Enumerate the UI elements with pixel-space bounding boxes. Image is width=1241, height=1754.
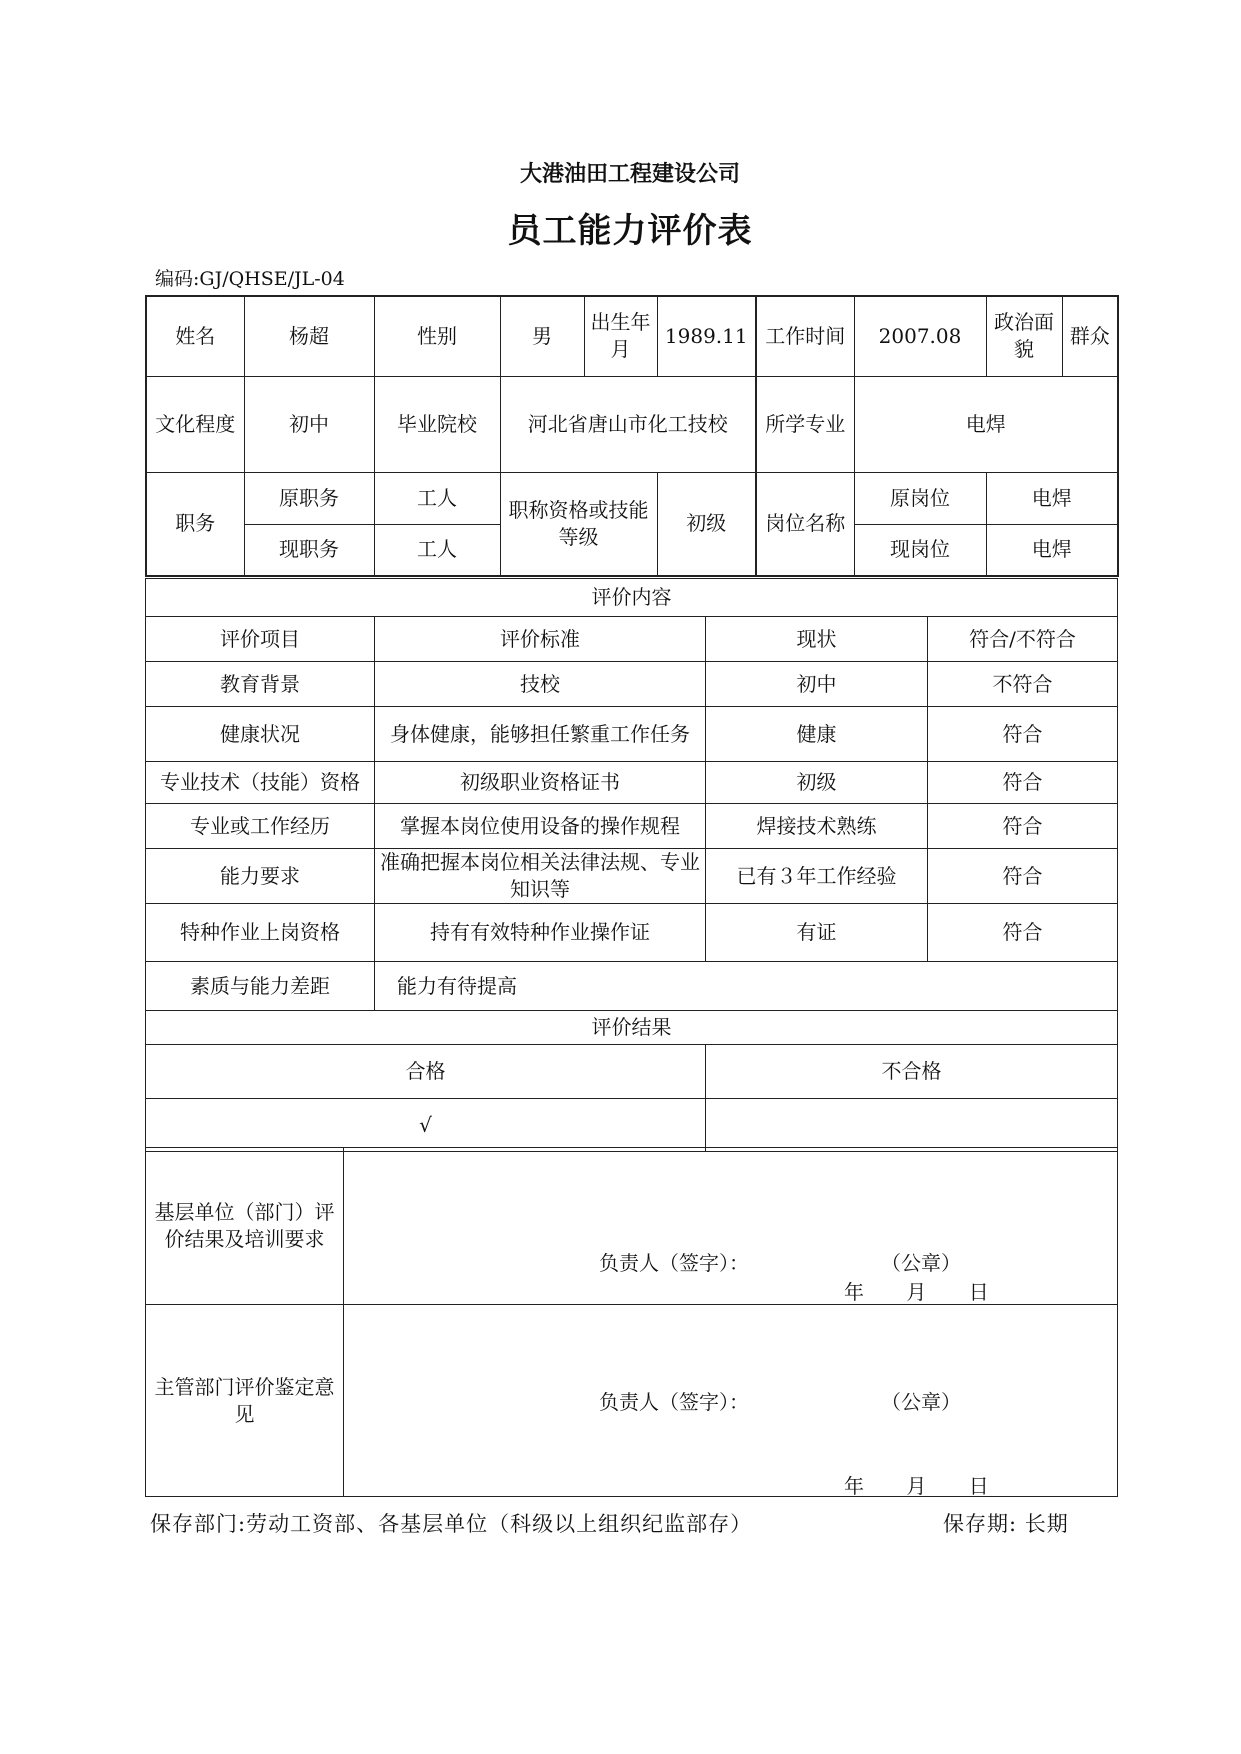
approval-table xyxy=(145,1147,1118,1497)
curr-duty-value: 工人 xyxy=(374,524,500,576)
eval-item: 健康状况 xyxy=(146,707,375,762)
col-header-status: 现状 xyxy=(706,617,928,662)
major-label: 所学专业 xyxy=(756,376,854,472)
eval-standard: 身体健康，能够担任繁重工作任务 xyxy=(375,707,706,762)
storage-department: 保存部门:劳动工资部、各基层单位（科级以上组织纪监部存） xyxy=(150,1512,753,1536)
fail-check-mark xyxy=(706,1099,1118,1152)
gender-value: 男 xyxy=(500,296,584,376)
dept-signature-area xyxy=(344,1305,1117,1496)
curr-duty-label: 现职务 xyxy=(244,524,374,576)
table-row xyxy=(146,849,1118,904)
political-value: 群众 xyxy=(1062,296,1118,376)
table-row xyxy=(146,662,1118,707)
pass-check-mark: √ xyxy=(146,1099,706,1152)
col-header-item: 评价项目 xyxy=(146,617,375,662)
gap-value: 能力有待提高 xyxy=(375,962,1118,1011)
education-value: 初中 xyxy=(244,376,374,472)
major-value: 电焊 xyxy=(854,376,1118,472)
school-value: 河北省唐山市化工技校 xyxy=(500,376,756,472)
eval-standard: 初级职业资格证书 xyxy=(375,762,706,804)
eval-result: 不符合 xyxy=(928,662,1118,707)
evaluation-section-title: 评价内容 xyxy=(146,579,1118,617)
title-level-value: 初级 xyxy=(657,472,756,576)
dept-date-label: 年 月 日 xyxy=(844,1474,989,1497)
eval-item: 专业或工作经历 xyxy=(146,804,375,849)
orig-post-label: 原岗位 xyxy=(854,472,986,524)
birth-label: 出生年月 xyxy=(584,296,657,376)
gender-label: 性别 xyxy=(374,296,500,376)
work-time-label: 工作时间 xyxy=(756,296,854,376)
orig-post-value: 电焊 xyxy=(986,472,1118,524)
fail-label: 不合格 xyxy=(706,1045,1118,1099)
col-header-standard: 评价标准 xyxy=(375,617,706,662)
eval-standard: 持有有效特种作业操作证 xyxy=(375,904,706,962)
table-row xyxy=(146,904,1118,962)
curr-post-value: 电焊 xyxy=(986,524,1118,576)
eval-status: 有证 xyxy=(706,904,928,962)
form-title: 员工能力评价表 xyxy=(507,211,753,251)
dept-evaluation-label: 主管部门评价鉴定意见 xyxy=(146,1305,344,1497)
eval-result: 符合 xyxy=(928,762,1118,804)
eval-standard: 技校 xyxy=(375,662,706,707)
form-code: 编码:GJ/QHSE/JL-04 xyxy=(155,268,345,290)
storage-period: 保存期: 长期 xyxy=(943,1512,1069,1536)
personal-info-table xyxy=(145,295,1119,577)
unit-signature-area xyxy=(344,1148,1117,1304)
eval-item: 特种作业上岗资格 xyxy=(146,904,375,962)
unit-signer-label: 负责人（签字）： xyxy=(599,1251,749,1275)
orig-duty-label: 原职务 xyxy=(244,472,374,524)
unit-date-label: 年 月 日 xyxy=(844,1280,989,1304)
pass-label: 合格 xyxy=(146,1045,706,1099)
eval-result: 符合 xyxy=(928,804,1118,849)
education-label: 文化程度 xyxy=(146,376,244,472)
eval-result: 符合 xyxy=(928,904,1118,962)
result-section-title: 评价结果 xyxy=(146,1011,1118,1045)
eval-status: 健康 xyxy=(706,707,928,762)
eval-standard: 准确把握本岗位相关法律法规、专业知识等 xyxy=(375,849,706,904)
unit-evaluation-label: 基层单位（部门）评价结果及培训要求 xyxy=(146,1148,344,1305)
title-level-label: 职称资格或技能等级 xyxy=(500,472,657,576)
name-label: 姓名 xyxy=(146,296,244,376)
curr-post-label: 现岗位 xyxy=(854,524,986,576)
work-time-value: 2007.08 xyxy=(854,296,986,376)
dept-signer-label: 负责人（签字）： xyxy=(599,1390,749,1414)
eval-item: 专业技术（技能）资格 xyxy=(146,762,375,804)
orig-duty-value: 工人 xyxy=(374,472,500,524)
post-label: 岗位名称 xyxy=(756,472,854,576)
eval-result: 符合 xyxy=(928,707,1118,762)
birth-value: 1989.11 xyxy=(657,296,756,376)
table-row xyxy=(146,762,1118,804)
company-name: 大港油田工程建设公司 xyxy=(519,161,740,187)
col-header-result: 符合/不符合 xyxy=(928,617,1118,662)
eval-result: 符合 xyxy=(928,849,1118,904)
unit-seal-label: （公章） xyxy=(881,1251,961,1275)
eval-standard: 掌握本岗位使用设备的操作规程 xyxy=(375,804,706,849)
political-label: 政治面貌 xyxy=(986,296,1062,376)
duty-label: 职务 xyxy=(146,472,244,576)
school-label: 毕业院校 xyxy=(374,376,500,472)
evaluation-table xyxy=(145,578,1118,1152)
eval-item: 能力要求 xyxy=(146,849,375,904)
eval-item: 教育背景 xyxy=(146,662,375,707)
table-row xyxy=(146,804,1118,849)
name-value: 杨超 xyxy=(244,296,374,376)
eval-status: 焊接技术熟练 xyxy=(706,804,928,849)
table-row xyxy=(146,707,1118,762)
eval-status: 初中 xyxy=(706,662,928,707)
gap-label: 素质与能力差距 xyxy=(146,962,375,1011)
eval-status: 初级 xyxy=(706,762,928,804)
dept-seal-label: （公章） xyxy=(881,1390,961,1414)
eval-status: 已有３年工作经验 xyxy=(706,849,928,904)
